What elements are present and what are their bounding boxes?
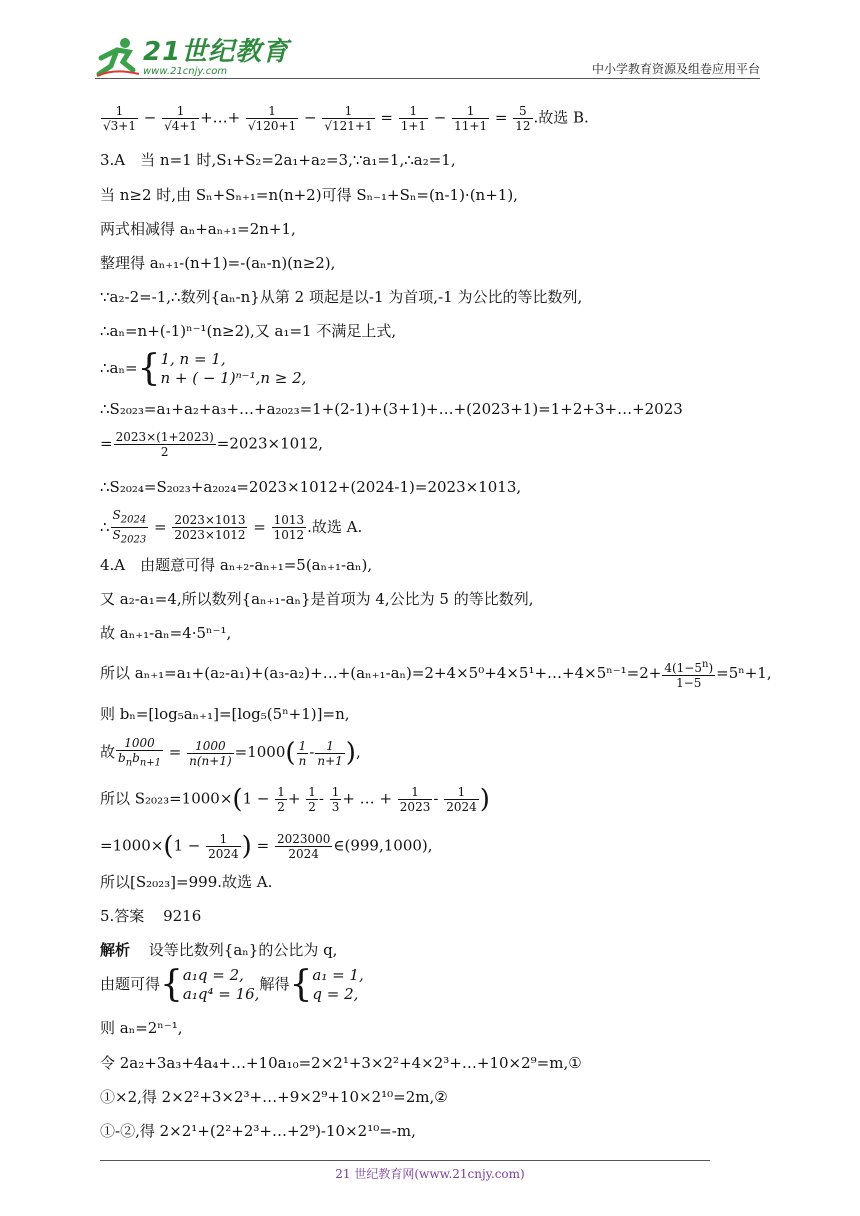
- page-header: [95, 30, 760, 80]
- line-24: 由题可得{ a₁q = 2, a₁q⁴ = 16, 解得{ a₁ = 1, q = 2,: [100, 964, 364, 1005]
- line-20-tail: ∈(999,1000),: [333, 836, 433, 855]
- line-1-tail: .故选 B.: [533, 108, 589, 127]
- case-1: 1, n = 1,: [160, 350, 226, 368]
- logo-url: www.21cnjy.com: [143, 65, 228, 77]
- line-8-prefix: ∴aₙ=: [100, 359, 138, 377]
- line-19-prefix: 所以 S₂₀₂₃=1000×: [100, 789, 233, 808]
- site-logo: [95, 36, 289, 78]
- line-10-tail: =2023×1012,: [216, 434, 324, 453]
- system-eq-2: a₁q⁴ = 16,: [182, 985, 260, 1003]
- line-11: ∴S₂₀₂₄=S₂₀₂₃+a₂₀₂₄=2023×1012+(2024-1)=2023×1013,: [100, 478, 522, 496]
- line-18: 故 $\frac{1000}{b_nb_{n+1}}$ = $\frac{1000}{n(n+1)}$ =1000( $\frac{1}{n}$ - $\frac{1}{n+1}$ ),: [100, 736, 361, 769]
- line-24-prefix: 由题可得: [100, 975, 161, 993]
- line-13: 4.A 由题意可得 aₙ₊₂-aₙ₊₁=5(aₙ₊₁-aₙ),: [100, 556, 373, 574]
- line-5: 整理得 aₙ₊₁-(n+1)=-(aₙ-n)(n≥2),: [100, 254, 336, 272]
- line-15: 故 aₙ₊₁-aₙ=4·5ⁿ⁻¹,: [100, 624, 232, 642]
- line-19: 所以 S₂₀₂₃=1000×(1 − $\frac{1}{2}$ + $\frac{1}{2}$ - $\frac{1}{3}$ + … + $\frac{1}{2023}$ - $\frac{1}{2024}$ ): [100, 784, 490, 815]
- page-footer: 21 世纪教育网(www.21cnjy.com): [335, 1167, 525, 1181]
- line-2: 3.A 当 n=1 时,S₁+S₂=2a₁+a₂=3,∵a₁=1,∴a₂=1,: [100, 151, 456, 169]
- line-24-mid: 解得: [259, 975, 290, 993]
- line-16-prefix: 所以 aₙ₊₁=a₁+(a₂-a₁)+(a₃-a₂)+…+(aₙ₊₁-aₙ)=2+4×5⁰+4×5¹+…+4×5ⁿ⁻¹=2+: [100, 664, 662, 682]
- logo-title: 21世纪教育: [143, 36, 290, 67]
- line-25: 则 aₙ=2ⁿ⁻¹,: [100, 1019, 183, 1037]
- line-4: 两式相减得 aₙ+aₙ₊₁=2n+1,: [100, 220, 296, 238]
- line-20-prefix: =1000×: [100, 836, 164, 855]
- line-21: 所以[S₂₀₂₃]=999.故选 A.: [100, 873, 273, 891]
- runner-logo-icon: [95, 36, 141, 78]
- line-6: ∵a₂-2=-1,∴数列{aₙ-n}从第 2 项起是以-1 为首项,-1 为公比的等比数列,: [100, 288, 583, 306]
- line-9: ∴S₂₀₂₃=a₁+a₂+a₃+…+a₂₀₂₃=1+(2-1)+(3+1)+…+(2023+1)=1+2+3+…+2023: [100, 400, 683, 418]
- system-eq-1: a₁q = 2,: [182, 966, 244, 984]
- line-27: ①×2,得 2×2²+3×2³+…+9×2⁹+10×2¹⁰=2m,②: [100, 1088, 448, 1106]
- line-12: ∴ $\frac{S_{2024}}{S_{2023}}$ = $\frac{2023\times 1013}{2023\times 1012}$ = $\frac{1013}{1012}$ .故选 A.: [100, 508, 363, 546]
- line-28: ①-②,得 2×2¹+(2²+2³+…+2⁹)-10×2¹⁰=-m,: [100, 1122, 416, 1140]
- case-2: n + ( − 1)ⁿ⁻¹,n ≥ 2,: [160, 369, 307, 387]
- footer-divider: [100, 1160, 710, 1161]
- analysis-text: 设等比数列{aₙ}的公比为 q,: [148, 941, 338, 959]
- solution-eq-2: q = 2,: [312, 985, 359, 1003]
- line-12-tail: .故选 A.: [307, 517, 363, 536]
- line-17: 则 bₙ=[log₅aₙ₊₁]=[log₅(5ⁿ+1)]=n,: [100, 705, 350, 723]
- line-3: 当 n≥2 时,由 Sₙ+Sₙ₊₁=n(n+2)可得 Sₙ₋₁+Sₙ=(n-1)·(n+1),: [100, 186, 518, 204]
- line-26: 令 2a₂+3a₃+4a₄+…+10a₁₀=2×2¹+3×2²+4×2³+…+10×2⁹=m,①: [100, 1054, 582, 1072]
- line-18-prefix: 故: [100, 743, 116, 762]
- line-10: = $\frac{2023\times(1+2023)}{2}$ =2023×1012,: [100, 430, 324, 459]
- line-7: ∴aₙ=n+(-1)ⁿ⁻¹(n≥2),又 a₁=1 不满足上式,: [100, 322, 397, 340]
- line-20: =1000×(1 − $\frac{1}{2024}$ ) = $\frac{2023000}{2024}$ ∈(999,1000),: [100, 831, 433, 862]
- line-16: 所以 aₙ₊₁=a₁+(a₂-a₁)+(a₃-a₂)+…+(aₙ₊₁-aₙ)=2+4×5⁰+4×5¹+…+4×5ⁿ⁻¹=2+ $\frac{4(1-5^n)}{1-5}$ =5ⁿ+1,: [100, 659, 772, 690]
- line-16-tail: =5ⁿ+1,: [716, 664, 772, 682]
- header-divider: [95, 78, 760, 79]
- solution-eq-1: a₁ = 1,: [312, 966, 364, 984]
- line-8: ∴aₙ={ 1, n = 1, n + ( − 1)ⁿ⁻¹,n ≥ 2,: [100, 348, 307, 389]
- answer-label: 5.答案: [100, 907, 145, 925]
- line-23: [100, 940, 337, 960]
- answer-value: 9216: [163, 907, 202, 925]
- platform-name: 中小学教育资源及组卷应用平台: [591, 62, 760, 76]
- line-14: 又 a₂-a₁=4,所以数列{aₙ₊₁-aₙ}是首项为 4,公比为 5 的等比数列,: [100, 590, 534, 608]
- line-1: $\frac{1}{√3+1}$ − $\frac{1}{√4+1}$ +…+ $\frac{1}{√120+1}$ − $\frac{1}{√121+1}$ = $\frac{1}{1+1}$ − $\frac{1}{11+1}$ = $\frac{5}{12}$ .故选 B.: [103, 104, 589, 133]
- analysis-label: 解析: [100, 941, 131, 959]
- line-22: [100, 906, 201, 926]
